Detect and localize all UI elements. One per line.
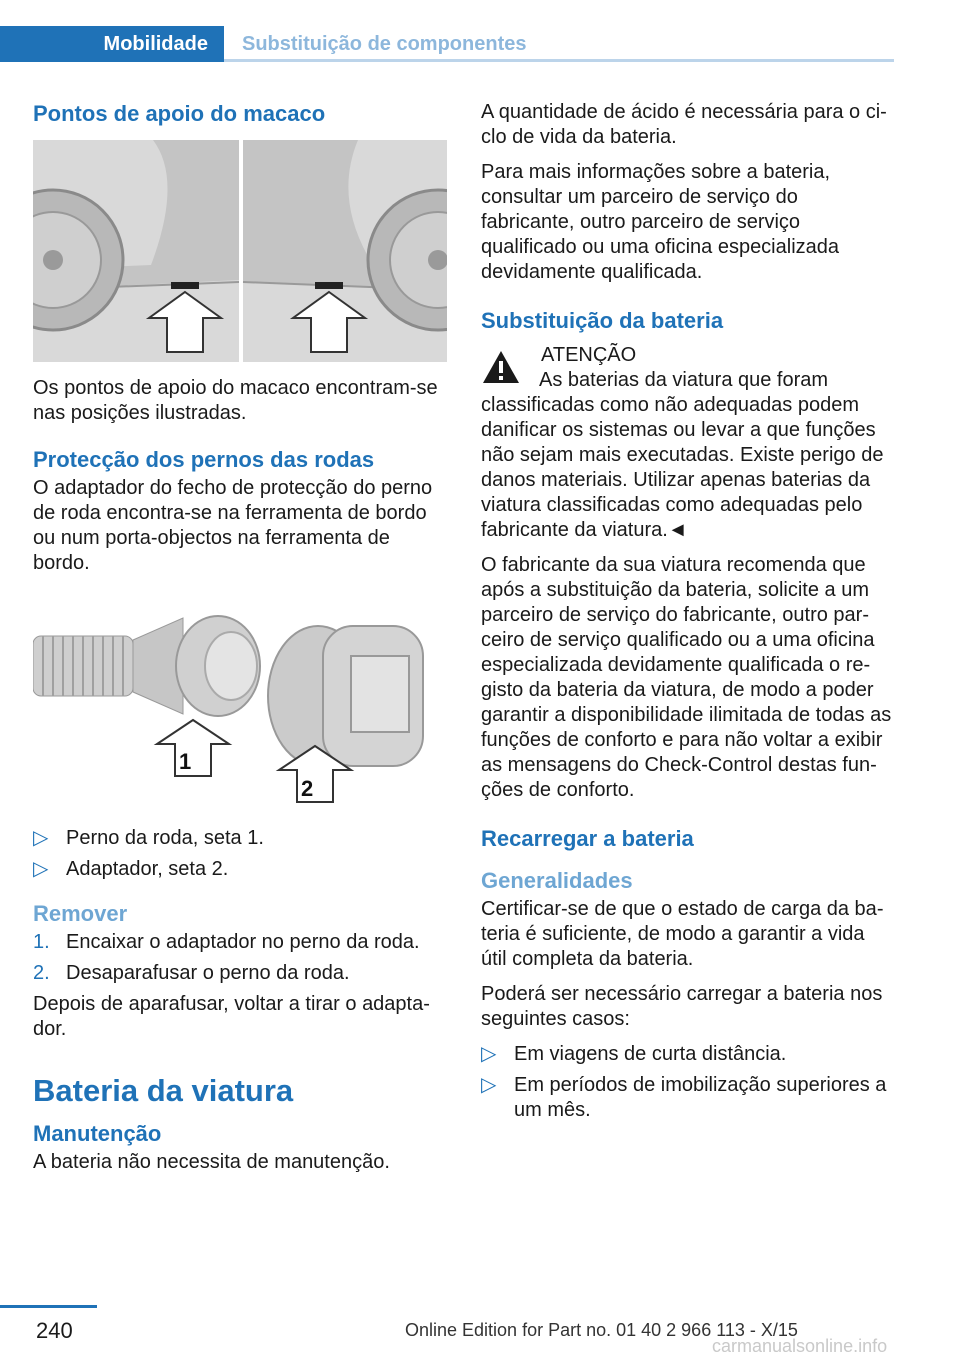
list-item-text: Em viagens de curta distância.: [514, 1043, 787, 1065]
jack-points-heading: Pontos de apoio do macaco: [33, 101, 326, 126]
page-number: 240: [36, 1318, 73, 1343]
jack-points-text: Os pontos de apoio do macaco encontram-se nas posições ilustradas.: [33, 377, 438, 424]
page-header: [0, 26, 894, 62]
jack-points-figure: [33, 140, 447, 362]
remove-heading: Remover: [33, 901, 128, 926]
list-item-text: Perno da roda, seta 1.: [66, 827, 264, 849]
general-heading: Generalidades: [481, 868, 633, 893]
list-item-text: Em períodos de imobilização superiores a um mês.: [514, 1074, 887, 1121]
charge-cases-list: [481, 1042, 894, 1123]
warning-text: As baterias da viatura que foram classificadas como não adequadas podem danificar os sistemas ou levar a que funções não sejam mais executadas. Existe perigo de danos materiais. Utilizar apenas baterias da viatura classificadas como adequadas pelo fabricante da viatura.◄: [481, 369, 884, 541]
warning-block: [481, 343, 894, 368]
battery-replace-heading: Substituição da bateria: [481, 308, 724, 333]
list-item: [481, 1042, 894, 1067]
step-number: 1.: [33, 931, 50, 953]
step-number: 2.: [33, 962, 50, 984]
arrow-1-label: 1: [179, 749, 192, 774]
edition-text: Online Edition for Part no. 01 40 2 966 113 - X/15: [405, 1320, 798, 1340]
header-rule: [224, 59, 894, 62]
maintenance-heading: Manutenção: [33, 1121, 162, 1146]
warning-title: ATENÇÃO: [541, 344, 637, 366]
list-item: [33, 961, 447, 986]
charge-cases-text: Poderá ser necessário carregar a bateria nos seguintes casos:: [481, 983, 883, 1030]
wheel-bolt-figure: [33, 606, 447, 806]
subsection-tab[interactable]: Substituição de componentes: [242, 33, 527, 55]
footer-rule: [0, 1305, 97, 1308]
list-item-text: Encaixar o adaptador no perno da roda.: [66, 931, 420, 953]
battery-info-text: Para mais informações sobre a bateria, consultar um parceiro de serviço do fabricante, outro parceiro de serviço qualificado ou uma oficina especializada devidamente qualificada.: [481, 161, 840, 283]
remove-after-text: Depois de aparafusar, voltar a tirar o adaptador.: [33, 993, 430, 1040]
section-tab-label: Mobilidade: [103, 32, 208, 55]
section-tab[interactable]: [0, 26, 224, 62]
registration-text: O fabricante da sua viatura recomenda que após a substituição da bateria, solicite a um parceiro de serviço do fabricante, outro parceiro de serviço qualificado ou a uma oficina especializada devidamente qualificada o registo da bateria da viatura, de modo a poder garantir a disponibilidade ilimitada de todas as funções de conforto e para não voltar a exibir as mensagens do Check-Control destas funções de conforto.: [481, 554, 892, 801]
maintenance-text: A bateria não necessita de manutenção.: [33, 1151, 390, 1173]
remove-steps: [33, 930, 447, 986]
wheel-bolt-text: O adaptador do fecho de protecção do perno de roda encontra-se na ferramenta de bordo ou num porta-objectos na ferramenta de bordo.: [33, 477, 433, 574]
watermark: carmanualsonline.info: [712, 1336, 888, 1356]
recharge-heading: Recarregar a bateria: [481, 826, 694, 851]
bullet-marker: ▷: [33, 827, 49, 849]
list-item: [33, 826, 447, 851]
battery-heading: Bateria da viatura: [33, 1073, 294, 1108]
arrow-2-label: 2: [301, 776, 314, 801]
list-item: [33, 857, 447, 882]
wheel-bolt-heading: Protecção dos pernos das rodas: [33, 447, 375, 472]
left-column: [33, 100, 447, 1185]
right-column: [481, 100, 894, 1129]
bolt-parts-list: [33, 826, 447, 882]
bullet-marker: ▷: [33, 858, 49, 880]
bullet-marker: ▷: [481, 1074, 497, 1096]
bullet-marker: ▷: [481, 1043, 497, 1065]
acid-text: A quantidade de ácido é necessária para o ciclo de vida da bateria.: [481, 101, 887, 148]
list-item-text: Desaparafusar o perno da roda.: [66, 962, 350, 984]
warning-icon: [481, 349, 521, 385]
list-item: [33, 930, 447, 955]
charge-state-text: Certificar-se de que o estado de carga da bateria é suficiente, de modo a garantir a vida útil completa da bateria.: [481, 898, 884, 970]
list-item: [481, 1073, 894, 1123]
list-item-text: Adaptador, seta 2.: [66, 858, 229, 880]
